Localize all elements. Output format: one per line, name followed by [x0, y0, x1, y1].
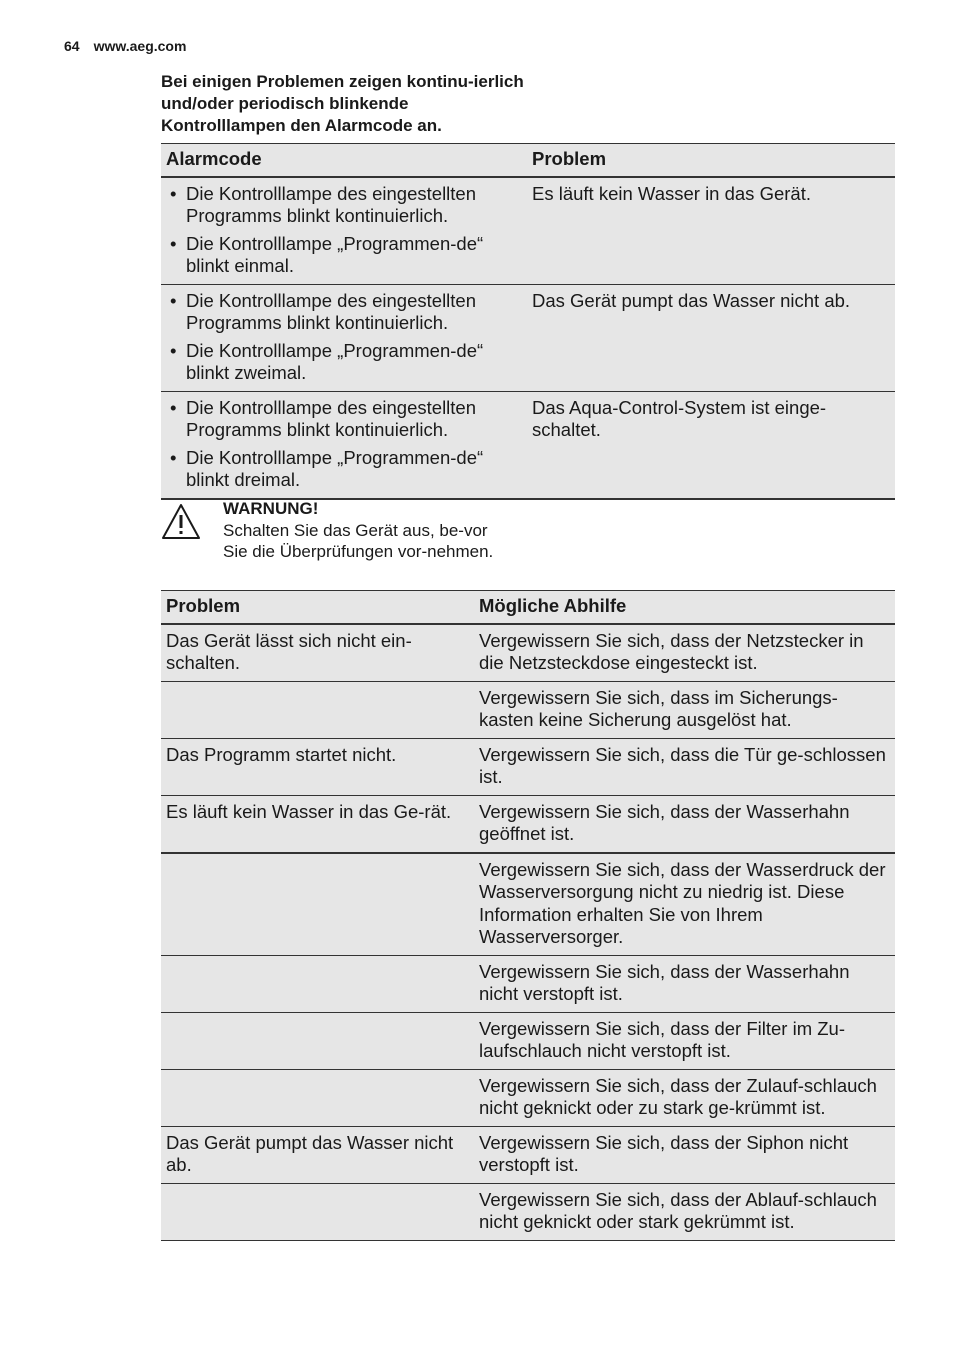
- page-header: [64, 38, 186, 54]
- intro-text: Bei einigen Problemen zeigen kontinu-ierlich und/oder periodisch blinkende Kontrolllampen den Alarmcode an.: [161, 72, 524, 135]
- problem-cell: Das Aqua-Control-System ist einge-schaltet.: [527, 391, 895, 499]
- table-row: [161, 391, 895, 499]
- warning-text: [223, 498, 503, 563]
- table-row: [161, 1183, 895, 1240]
- problem-cell: [161, 1069, 474, 1126]
- remedy-table: [161, 590, 895, 1241]
- table-row: [161, 1126, 895, 1183]
- remedy-table-header: [161, 591, 895, 624]
- remedy-cell: Vergewissern Sie sich, dass die Tür ge-schlossen ist.: [474, 738, 895, 795]
- table-row: [161, 1069, 895, 1126]
- problem-cell: [161, 1012, 474, 1069]
- remedy-cell: Vergewissern Sie sich, dass der Netzstecker in die Netzsteckdose eingesteckt ist.: [474, 624, 895, 682]
- table-row: [161, 624, 895, 682]
- problem-cell: Das Programm startet nicht.: [161, 738, 474, 795]
- remedy-cell: Vergewissern Sie sich, dass im Sicherungs-kasten keine Sicherung ausgelöst hat.: [474, 681, 895, 738]
- table-row: [161, 177, 895, 285]
- problem-cell: [161, 681, 474, 738]
- page-number: 64: [64, 38, 80, 54]
- alarm-table-header: [161, 144, 895, 177]
- warning-title: WARNUNG!: [223, 499, 319, 518]
- alarm-code-table: [161, 143, 895, 500]
- problem-cell: Das Gerät pumpt das Wasser nicht ab.: [161, 1126, 474, 1183]
- problem-cell: [161, 1183, 474, 1240]
- table-row: [161, 681, 895, 738]
- problem-cell: [161, 955, 474, 1012]
- table-row: [161, 853, 895, 956]
- table-row: [161, 738, 895, 795]
- column-header-alarmcode: Alarmcode: [161, 144, 527, 177]
- list-item: • Die Kontrolllampe „Programmen-de“ blinkt einmal.: [166, 233, 522, 278]
- list-item: • Die Kontrolllampe des eingestellten Programms blinkt kontinuierlich.: [166, 290, 522, 335]
- problem-cell: [161, 853, 474, 956]
- remedy-cell: Vergewissern Sie sich, dass der Zulauf-schlauch nicht geknickt oder zu stark ge-krümmt ist.: [474, 1069, 895, 1126]
- table-row: [161, 1012, 895, 1069]
- problem-cell: Das Gerät lässt sich nicht ein-schalten.: [161, 624, 474, 682]
- list-item: • Die Kontrolllampe „Programmen-de“ blinkt zweimal.: [166, 340, 522, 385]
- remedy-cell: Vergewissern Sie sich, dass der Wasserdruck der Wasserversorgung nicht zu niedrig ist. Diese Information erhalten Sie von Ihrem Wasserversorger.: [474, 853, 895, 956]
- website-link[interactable]: www.aeg.com: [93, 38, 187, 54]
- remedy-cell: Vergewissern Sie sich, dass der Wasserhahn geöffnet ist.: [474, 795, 895, 853]
- remedy-cell: Vergewissern Sie sich, dass der Wasserhahn nicht verstopft ist.: [474, 955, 895, 1012]
- list-item: • Die Kontrolllampe des eingestellten Programms blinkt kontinuierlich.: [166, 183, 522, 228]
- table-row: [161, 284, 895, 391]
- problem-cell: Das Gerät pumpt das Wasser nicht ab.: [527, 284, 895, 391]
- alarm-code-cell: [161, 177, 527, 285]
- warning-body: Schalten Sie das Gerät aus, be-vor Sie die Überprüfungen vor-nehmen.: [223, 520, 494, 561]
- problem-cell: Es läuft kein Wasser in das Gerät.: [527, 177, 895, 285]
- warning-triangle-icon: [161, 502, 201, 542]
- column-header-remedy: Mögliche Abhilfe: [474, 591, 895, 624]
- column-header-problem: Problem: [161, 591, 474, 624]
- remedy-cell: Vergewissern Sie sich, dass der Filter im Zu-laufschlauch nicht verstopft ist.: [474, 1012, 895, 1069]
- column-header-problem: Problem: [527, 144, 895, 177]
- alarm-code-cell: [161, 284, 527, 391]
- list-item: • Die Kontrolllampe des eingestellten Programms blinkt kontinuierlich.: [166, 397, 522, 442]
- alarm-code-cell: [161, 391, 527, 499]
- problem-cell: Es läuft kein Wasser in das Ge-rät.: [161, 795, 474, 853]
- table-row: [161, 795, 895, 853]
- remedy-cell: Vergewissern Sie sich, dass der Ablauf-schlauch nicht geknickt oder stark gekrümmt ist.: [474, 1183, 895, 1240]
- warning-box: [161, 498, 503, 563]
- remedy-cell: Vergewissern Sie sich, dass der Siphon nicht verstopft ist.: [474, 1126, 895, 1183]
- list-item: • Die Kontrolllampe „Programmen-de“ blinkt dreimal.: [166, 447, 522, 492]
- table-row: [161, 955, 895, 1012]
